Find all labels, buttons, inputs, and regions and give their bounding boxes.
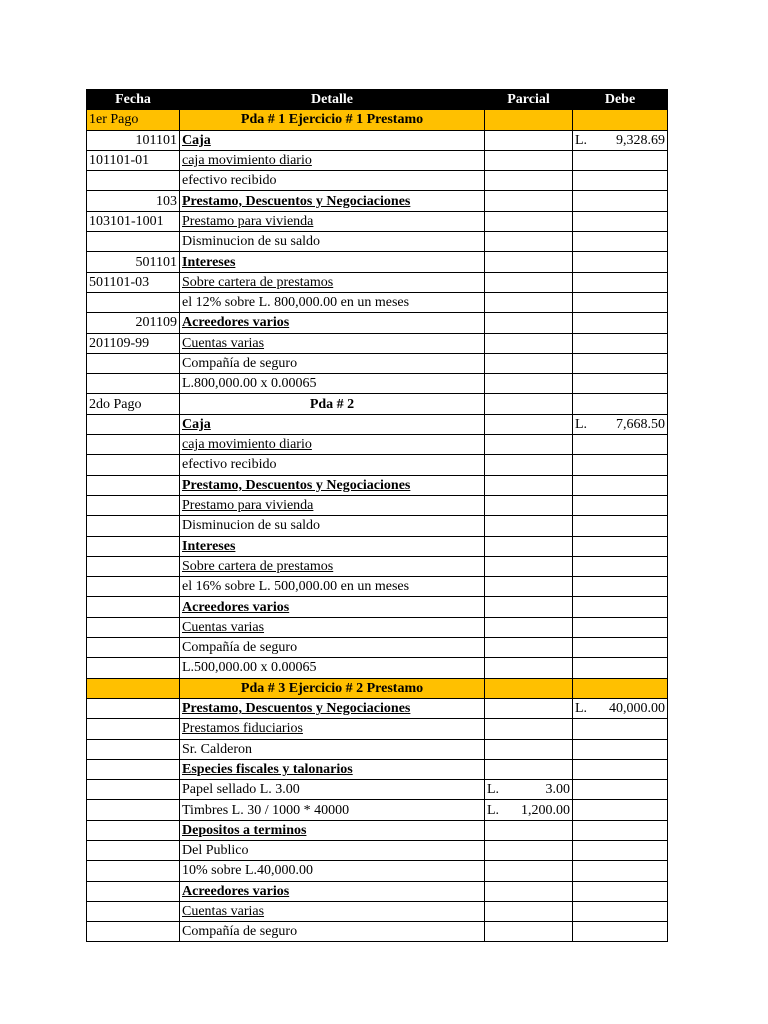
table-row [87, 759, 668, 779]
cell-parcial[interactable] [485, 922, 573, 942]
table-row [87, 800, 668, 820]
currency-symbol: L. [575, 416, 588, 432]
cell-parcial[interactable] [485, 577, 573, 597]
cell-detalle[interactable]: Compañía de seguro [180, 353, 485, 373]
cell-parcial[interactable] [485, 678, 573, 698]
cell-detalle[interactable]: Prestamo para vivienda [180, 211, 485, 231]
cell-debe[interactable] [573, 495, 668, 515]
cell-fecha[interactable] [87, 536, 180, 556]
cell-fecha[interactable] [87, 658, 180, 678]
cell-debe[interactable] [573, 739, 668, 759]
table-row [87, 739, 668, 759]
cell-fecha[interactable] [87, 638, 180, 658]
table-row [87, 211, 668, 231]
cell-fecha[interactable] [87, 861, 180, 881]
cell-parcial[interactable] [485, 597, 573, 617]
cell-debe[interactable] [573, 658, 668, 678]
cell-debe[interactable] [573, 130, 668, 150]
cell-debe[interactable] [573, 435, 668, 455]
cell-fecha[interactable] [87, 495, 180, 515]
cell-parcial[interactable] [485, 881, 573, 901]
header-fecha[interactable]: Fecha [87, 90, 180, 110]
cell-debe[interactable] [573, 556, 668, 576]
table-row [87, 292, 668, 312]
cell-parcial[interactable] [485, 739, 573, 759]
table-row [87, 333, 668, 353]
cell-parcial[interactable] [485, 374, 573, 394]
cell-parcial[interactable] [485, 495, 573, 515]
cell-detalle[interactable]: Papel sellado L. 3.00 [180, 780, 485, 800]
cell-parcial[interactable] [485, 333, 573, 353]
cell-fecha[interactable]: 103101-1001 [87, 211, 180, 231]
cell-fecha[interactable]: 2do Pago [87, 394, 180, 414]
currency-symbol: L. [575, 701, 588, 717]
cell-debe[interactable] [573, 333, 668, 353]
table-row [87, 820, 668, 840]
cell-parcial[interactable] [485, 394, 573, 414]
table-row [87, 678, 668, 698]
table-row [87, 780, 668, 800]
cell-fecha[interactable]: 201109 [87, 313, 180, 333]
cell-detalle[interactable]: Acreedores varios [180, 597, 485, 617]
cell-detalle[interactable]: L.800,000.00 x 0.00065 [180, 374, 485, 394]
cell-fecha[interactable]: 101101-01 [87, 150, 180, 170]
cell-fecha[interactable] [87, 374, 180, 394]
table-row [87, 475, 668, 495]
cell-detalle[interactable]: Pda # 3 Ejercicio # 2 Prestamo [180, 678, 485, 698]
cell-parcial[interactable] [485, 556, 573, 576]
cell-debe[interactable] [573, 374, 668, 394]
cell-parcial[interactable] [485, 638, 573, 658]
cell-parcial[interactable] [485, 617, 573, 637]
cell-parcial[interactable] [485, 698, 573, 718]
debe-amount [575, 699, 665, 718]
table-row [87, 536, 668, 556]
cell-fecha[interactable] [87, 435, 180, 455]
cell-parcial[interactable] [485, 150, 573, 170]
cell-fecha[interactable] [87, 881, 180, 901]
cell-parcial[interactable] [485, 759, 573, 779]
cell-detalle[interactable]: el 16% sobre L. 500,000.00 en un meses [180, 577, 485, 597]
cell-debe[interactable] [573, 881, 668, 901]
cell-detalle[interactable]: Cuentas varias [180, 333, 485, 353]
cell-debe[interactable] [573, 171, 668, 191]
cell-parcial[interactable] [485, 232, 573, 252]
amount-value: 7,668.50 [616, 416, 665, 432]
cell-fecha[interactable]: 1er Pago [87, 110, 180, 130]
table-row [87, 455, 668, 475]
currency-symbol: L. [487, 782, 500, 798]
cell-debe[interactable] [573, 516, 668, 536]
table-row [87, 414, 668, 434]
cell-fecha[interactable] [87, 292, 180, 312]
cell-parcial[interactable] [485, 272, 573, 292]
cell-parcial[interactable] [485, 313, 573, 333]
cell-debe[interactable] [573, 313, 668, 333]
cell-parcial[interactable] [485, 110, 573, 130]
cell-parcial[interactable] [485, 800, 573, 820]
cell-parcial[interactable] [485, 211, 573, 231]
cell-parcial[interactable] [485, 780, 573, 800]
cell-debe[interactable] [573, 597, 668, 617]
cell-debe[interactable] [573, 759, 668, 779]
cell-detalle[interactable]: Compañía de seguro [180, 922, 485, 942]
header-row [87, 90, 668, 110]
cell-detalle[interactable]: Pda # 1 Ejercicio # 1 Prestamo [180, 110, 485, 130]
cell-fecha[interactable] [87, 455, 180, 475]
table-row [87, 861, 668, 881]
cell-parcial[interactable] [485, 414, 573, 434]
cell-debe[interactable] [573, 110, 668, 130]
table-row [87, 374, 668, 394]
debe-amount [575, 415, 665, 434]
cell-fecha[interactable] [87, 232, 180, 252]
amount-value: 3.00 [545, 782, 570, 798]
cell-fecha[interactable] [87, 414, 180, 434]
parcial-amount [487, 780, 570, 799]
cell-detalle[interactable]: Prestamo, Descuentos y Negociaciones [180, 698, 485, 718]
cell-detalle[interactable]: Sobre cartera de prestamos [180, 556, 485, 576]
journal-table [86, 89, 668, 942]
journal-body [87, 110, 668, 942]
header-parcial[interactable]: Parcial [485, 90, 573, 110]
cell-detalle[interactable]: Disminucion de su saldo [180, 516, 485, 536]
cell-debe[interactable] [573, 901, 668, 921]
cell-detalle[interactable]: Cuentas varias [180, 901, 485, 921]
cell-debe[interactable] [573, 698, 668, 718]
cell-debe[interactable] [573, 150, 668, 170]
cell-parcial[interactable] [485, 292, 573, 312]
cell-fecha[interactable]: 501101 [87, 252, 180, 272]
cell-debe[interactable] [573, 800, 668, 820]
cell-debe[interactable] [573, 840, 668, 860]
table-row [87, 597, 668, 617]
cell-parcial[interactable] [485, 475, 573, 495]
cell-fecha[interactable] [87, 171, 180, 191]
cell-fecha[interactable] [87, 800, 180, 820]
cell-parcial[interactable] [485, 658, 573, 678]
cell-detalle[interactable]: Del Publico [180, 840, 485, 860]
table-row [87, 353, 668, 373]
amount-value: 1,200.00 [521, 802, 570, 818]
cell-fecha[interactable]: 103 [87, 191, 180, 211]
amount-value: 9,328.69 [616, 132, 665, 148]
cell-fecha[interactable] [87, 922, 180, 942]
cell-debe[interactable] [573, 577, 668, 597]
cell-fecha[interactable] [87, 516, 180, 536]
parcial-amount [487, 801, 570, 820]
table-row [87, 110, 668, 130]
table-row [87, 577, 668, 597]
table-row [87, 719, 668, 739]
cell-debe[interactable] [573, 638, 668, 658]
cell-debe[interactable] [573, 861, 668, 881]
cell-fecha[interactable] [87, 759, 180, 779]
currency-symbol: L. [575, 132, 588, 148]
cell-fecha[interactable] [87, 475, 180, 495]
cell-detalle[interactable]: efectivo recibido [180, 455, 485, 475]
debe-amount [575, 131, 665, 150]
cell-fecha[interactable] [87, 353, 180, 373]
cell-detalle[interactable]: Prestamo, Descuentos y Negociaciones [180, 475, 485, 495]
cell-debe[interactable] [573, 475, 668, 495]
header-detalle[interactable]: Detalle [180, 90, 485, 110]
cell-fecha[interactable] [87, 901, 180, 921]
cell-parcial[interactable] [485, 820, 573, 840]
table-row [87, 394, 668, 414]
cell-detalle[interactable]: Prestamo para vivienda [180, 495, 485, 515]
cell-debe[interactable] [573, 292, 668, 312]
amount-value: 40,000.00 [609, 701, 665, 717]
cell-detalle[interactable]: Prestamo, Descuentos y Negociaciones [180, 191, 485, 211]
cell-fecha[interactable] [87, 617, 180, 637]
table-row [87, 556, 668, 576]
cell-detalle[interactable]: Cuentas varias [180, 617, 485, 637]
cell-parcial[interactable] [485, 435, 573, 455]
table-row [87, 130, 668, 150]
cell-fecha[interactable] [87, 719, 180, 739]
cell-detalle[interactable]: el 12% sobre L. 800,000.00 en un meses [180, 292, 485, 312]
cell-fecha[interactable] [87, 840, 180, 860]
table-row [87, 191, 668, 211]
cell-parcial[interactable] [485, 353, 573, 373]
cell-debe[interactable] [573, 232, 668, 252]
table-row [87, 252, 668, 272]
cell-detalle[interactable]: Prestamos fiduciarios [180, 719, 485, 739]
cell-detalle[interactable]: Disminucion de su saldo [180, 232, 485, 252]
cell-detalle[interactable]: Acreedores varios [180, 881, 485, 901]
table-row [87, 435, 668, 455]
cell-fecha[interactable]: 201109-99 [87, 333, 180, 353]
table-row [87, 617, 668, 637]
cell-detalle[interactable]: 10% sobre L.40,000.00 [180, 861, 485, 881]
cell-parcial[interactable] [485, 536, 573, 556]
table-row [87, 638, 668, 658]
cell-detalle[interactable]: Especies fiscales y talonarios [180, 759, 485, 779]
cell-fecha[interactable]: 501101-03 [87, 272, 180, 292]
cell-fecha[interactable] [87, 698, 180, 718]
cell-fecha[interactable] [87, 577, 180, 597]
cell-parcial[interactable] [485, 130, 573, 150]
cell-parcial[interactable] [485, 861, 573, 881]
cell-detalle[interactable]: Sobre cartera de prestamos [180, 272, 485, 292]
cell-debe[interactable] [573, 414, 668, 434]
cell-parcial[interactable] [485, 252, 573, 272]
cell-parcial[interactable] [485, 455, 573, 475]
cell-debe[interactable] [573, 353, 668, 373]
table-row [87, 922, 668, 942]
table-row [87, 840, 668, 860]
cell-debe[interactable] [573, 678, 668, 698]
cell-detalle[interactable]: Intereses [180, 536, 485, 556]
cell-fecha[interactable] [87, 739, 180, 759]
cell-detalle[interactable]: caja movimiento diario [180, 435, 485, 455]
cell-debe[interactable] [573, 617, 668, 637]
table-row [87, 150, 668, 170]
cell-fecha[interactable] [87, 678, 180, 698]
cell-parcial[interactable] [485, 516, 573, 536]
cell-parcial[interactable] [485, 191, 573, 211]
table-row [87, 313, 668, 333]
cell-fecha[interactable] [87, 780, 180, 800]
cell-detalle[interactable]: Sr. Calderon [180, 739, 485, 759]
cell-debe[interactable] [573, 191, 668, 211]
cell-detalle[interactable]: Caja [180, 414, 485, 434]
cell-fecha[interactable] [87, 556, 180, 576]
header-debe[interactable]: Debe [573, 90, 668, 110]
cell-debe[interactable] [573, 719, 668, 739]
cell-parcial[interactable] [485, 840, 573, 860]
table-row [87, 171, 668, 191]
table-row [87, 516, 668, 536]
cell-debe[interactable] [573, 455, 668, 475]
table-row [87, 881, 668, 901]
cell-debe[interactable] [573, 922, 668, 942]
cell-debe[interactable] [573, 536, 668, 556]
cell-debe[interactable] [573, 272, 668, 292]
cell-detalle[interactable]: Timbres L. 30 / 1000 * 40000 [180, 800, 485, 820]
cell-fecha[interactable] [87, 820, 180, 840]
cell-detalle[interactable]: Caja [180, 130, 485, 150]
cell-detalle[interactable]: Compañía de seguro [180, 638, 485, 658]
table-row [87, 495, 668, 515]
cell-detalle[interactable]: caja movimiento diario [180, 150, 485, 170]
cell-fecha[interactable] [87, 597, 180, 617]
table-row [87, 658, 668, 678]
cell-debe[interactable] [573, 394, 668, 414]
cell-debe[interactable] [573, 211, 668, 231]
cell-detalle[interactable]: Intereses [180, 252, 485, 272]
cell-detalle[interactable]: efectivo recibido [180, 171, 485, 191]
cell-detalle[interactable]: Depositos a terminos [180, 820, 485, 840]
cell-debe[interactable] [573, 780, 668, 800]
table-row [87, 272, 668, 292]
cell-detalle[interactable]: Pda # 2 [180, 394, 485, 414]
cell-fecha[interactable]: 101101 [87, 130, 180, 150]
cell-debe[interactable] [573, 252, 668, 272]
cell-detalle[interactable]: L.500,000.00 x 0.00065 [180, 658, 485, 678]
table-row [87, 232, 668, 252]
cell-detalle[interactable]: Acreedores varios [180, 313, 485, 333]
cell-parcial[interactable] [485, 901, 573, 921]
cell-parcial[interactable] [485, 171, 573, 191]
table-row [87, 698, 668, 718]
table-row [87, 901, 668, 921]
cell-parcial[interactable] [485, 719, 573, 739]
cell-debe[interactable] [573, 820, 668, 840]
currency-symbol: L. [487, 802, 500, 818]
